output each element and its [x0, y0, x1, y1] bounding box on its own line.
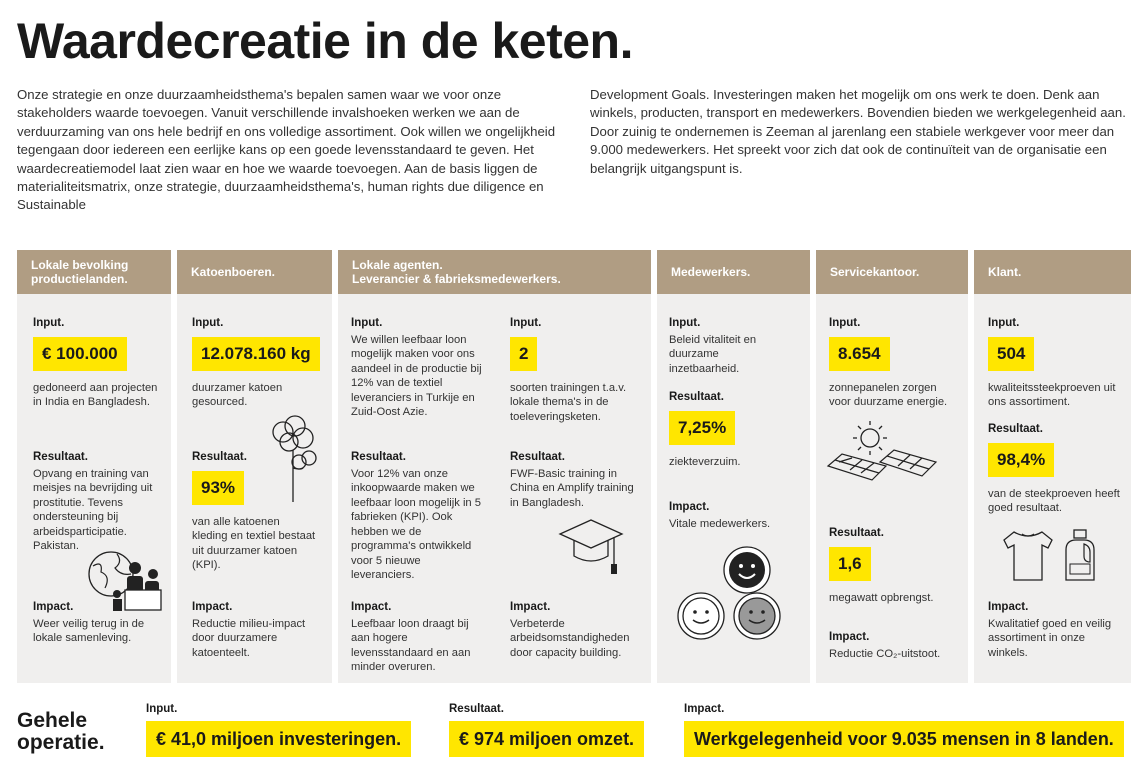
impact-label: Impact. — [988, 601, 1029, 613]
bottom-label — [17, 710, 137, 754]
input-highlight: 8.654 — [829, 337, 890, 371]
input-text: kwaliteitssteekproeven uit ons assortiment. — [988, 381, 1116, 408]
impact-block — [669, 500, 799, 531]
impact-label: Impact. — [33, 601, 74, 613]
header-line: Medewerkers. — [671, 265, 751, 279]
input-highlight: 504 — [988, 337, 1034, 371]
result-label: Resultaat. — [669, 391, 724, 403]
column-header — [657, 250, 810, 294]
column-medewerkers — [657, 250, 810, 683]
column-header — [177, 250, 332, 294]
people-faces-icon — [677, 546, 787, 642]
tshirt-bottle-icon — [1000, 528, 1110, 584]
bottom-input-highlight: € 41,0 miljoen investeringen. — [146, 721, 411, 757]
column-header — [974, 250, 1131, 294]
input-highlight: € 100.000 — [33, 337, 127, 371]
input-label: Input. — [829, 317, 861, 329]
header-line: Servicekantoor. — [830, 265, 920, 279]
result-label: Resultaat. — [192, 451, 247, 463]
result-highlight: 93% — [192, 471, 244, 505]
column-lokale-bevolking — [17, 250, 171, 683]
input-label: Input. — [33, 317, 65, 329]
result-block-a — [351, 450, 486, 583]
input-block — [829, 316, 961, 410]
bottom-label-line: Gehele — [17, 709, 88, 732]
input-block — [33, 316, 161, 410]
impact-label: Impact. — [351, 601, 392, 613]
result-highlight: 1,6 — [829, 547, 871, 581]
result-text: megawatt opbrengst. — [829, 591, 934, 604]
bottom-input — [146, 703, 411, 757]
input-block — [988, 316, 1124, 410]
result-label: Resultaat. — [33, 451, 88, 463]
result-text: van alle katoenen kleding en textiel bestaat uit duurzamer katoen (KPI). — [192, 515, 316, 571]
column-servicekantoor — [816, 250, 968, 683]
column-header — [17, 250, 171, 294]
result-label: Resultaat. — [510, 451, 565, 463]
header-line: Klant. — [988, 265, 1022, 279]
result-block — [33, 450, 161, 554]
result-block — [669, 390, 799, 469]
result-text: Voor 12% van onze inkoopwaarde maken we leefbaar loon mogelijk in 5 fabrieken (KPI). Ook hebben we de programma's ontwikkeld voor 5 nieuwe leveranciers. — [351, 467, 481, 581]
result-label: Resultaat. — [988, 423, 1043, 435]
impact-block — [192, 600, 322, 660]
header-line: productielanden. — [31, 272, 128, 286]
input-highlight: 2 — [510, 337, 537, 371]
impact-label: Impact. — [510, 601, 551, 613]
result-highlight: 7,25% — [669, 411, 735, 445]
impact-text: Vitale medewerkers. — [669, 517, 771, 530]
impact-label: Impact. — [829, 631, 870, 643]
impact-text: Verbeterde arbeidsomstandigheden door capacity building. — [510, 617, 630, 659]
bottom-impact-label: Impact. — [684, 703, 725, 715]
input-text: soorten trainingen t.a.v. lokale thema's in de toeleveringsketen. — [510, 381, 627, 423]
intro-text-right: Development Goals. Investeringen maken het mogelijk om ons werk te doen. Denk aan winkels, producten, transport en medewerkers. Bovendien bieden we werkgelegenheid aan. Door zuinig te ondernemen is Zeeman al jarenlang een stabiele werkgever voor meer dan 9.000 medewerkers. Het spreekt voor zich dat ook de continuïteit van de organisatie een belangrijk uitgangspunt is. — [590, 87, 1126, 176]
header-line: Katoenboeren. — [191, 265, 276, 279]
header-line: Lokale agenten. — [352, 258, 443, 272]
input-text: Beleid vitaliteit en duurzame inzetbaarheid. — [669, 333, 757, 375]
impact-block — [988, 600, 1124, 660]
header-line: Leverancier & fabrieksmedewerkers. — [352, 272, 561, 286]
impact-text: Weer veilig terug in de lokale samenleving. — [33, 617, 145, 644]
input-highlight: 12.078.160 kg — [192, 337, 320, 371]
header-line: Lokale bevolking — [31, 258, 129, 272]
input-block — [192, 316, 324, 410]
bottom-input-label: Input. — [146, 703, 178, 715]
impact-text: Reductie CO₂-uitstoot. — [829, 647, 941, 660]
input-text: gedoneerd aan projecten in India en Bangladesh. — [33, 381, 158, 408]
bottom-result — [449, 703, 644, 757]
result-text: van de steekproeven heeft goed resultaat. — [988, 487, 1120, 514]
impact-text: Reductie milieu-impact door duurzamere katoenteelt. — [192, 617, 306, 659]
impact-label: Impact. — [192, 601, 233, 613]
impact-text: Kwalitatief goed en veilig assortiment in onze winkels. — [988, 617, 1112, 659]
column-header — [816, 250, 968, 294]
bottom-result-highlight: € 974 miljoen omzet. — [449, 721, 644, 757]
input-text: duurzamer katoen gesourced. — [192, 381, 283, 408]
result-block-b — [510, 450, 642, 510]
column-klant — [974, 250, 1131, 683]
sun-solar-panel-icon — [826, 418, 958, 490]
result-block — [988, 422, 1124, 516]
input-label: Input. — [669, 317, 701, 329]
input-block-a — [351, 316, 486, 420]
result-text: Opvang en training van meisjes na bevrijding uit prostitutie. Tevens ondersteuning bij arbeidsparticipatie. Pakistan. — [33, 467, 153, 552]
input-label: Input. — [510, 317, 542, 329]
impact-block-b — [510, 600, 642, 660]
page-title: Waardecreatie in de keten. — [17, 13, 633, 69]
bottom-label-line: operatie. — [17, 731, 105, 754]
result-block — [192, 450, 317, 573]
column-header — [338, 250, 651, 294]
result-text: ziekteverzuim. — [669, 455, 741, 468]
result-highlight: 98,4% — [988, 443, 1054, 477]
graduation-cap-icon — [556, 516, 626, 578]
input-block-b — [510, 316, 642, 424]
input-label: Input. — [192, 317, 224, 329]
input-text: We willen leefbaar loon mogelijk maken voor ons aandeel in de productie bij 12% van de textiel leveranciers in Turkije en Zuid-Oost Azie. — [351, 333, 482, 418]
intro-text-left: Onze strategie en onze duurzaamheidsthema's bepalen samen waar we voor onze stakeholders waarde toevoegen. Vanuit verschillende invalshoeken werken we aan de verduurzaming van ons hele bedrijf en ons volledige assortiment. Ook willen we ongelijkheid tegengaan door iedereen een eerlijke kans op een goede levensstandaard te geven. Het waardecreatiemodel laat zien waar en hoe we waarde toevoegen. Aan de basis liggen de materialiteitsmatrix, onze strategie, duurzaamheidsthema's, human rights due diligence en Sustainable — [17, 87, 556, 213]
input-label: Input. — [351, 317, 383, 329]
input-label: Input. — [988, 317, 1020, 329]
bottom-impact-highlight: Werkgelegenheid voor 9.035 mensen in 8 landen. — [684, 721, 1124, 757]
result-block — [829, 526, 961, 605]
column-katoenboeren — [177, 250, 332, 683]
impact-text: Leefbaar loon draagt bij aan hogere levensstandaard en aan minder overuren. — [351, 617, 471, 673]
impact-label: Impact. — [669, 501, 710, 513]
result-label: Resultaat. — [829, 527, 884, 539]
result-text: FWF-Basic training in China en Amplify training in Bangladesh. — [510, 467, 634, 509]
column-lokale-agenten — [338, 250, 651, 683]
impact-block-a — [351, 600, 486, 675]
result-label: Resultaat. — [351, 451, 406, 463]
bottom-impact — [684, 703, 1124, 757]
impact-block — [33, 600, 161, 646]
input-text: zonnepanelen zorgen voor duurzame energie. — [829, 381, 948, 408]
bottom-result-label: Resultaat. — [449, 703, 504, 715]
impact-block — [829, 630, 961, 661]
input-block — [669, 316, 799, 376]
